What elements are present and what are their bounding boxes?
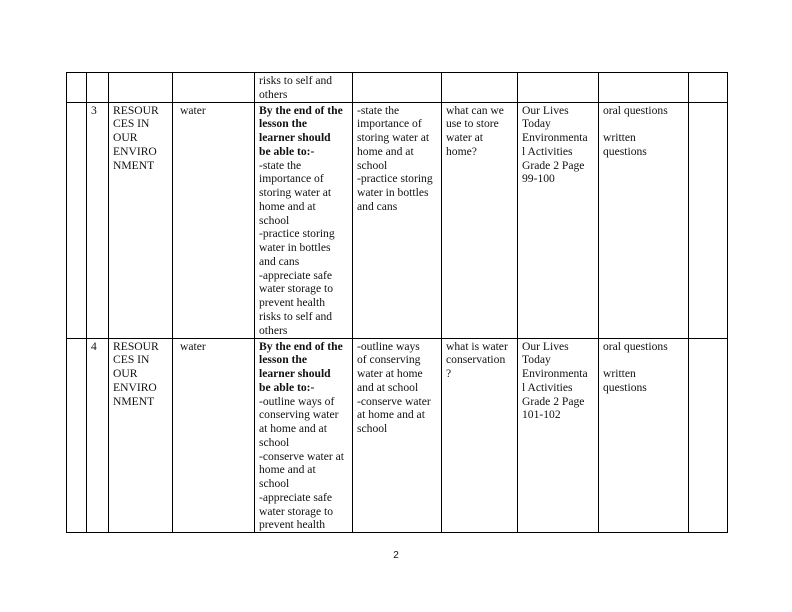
experiences-cell: -state the importance of storing water at home and at school -practice storing water in bottles and cans <box>353 102 442 338</box>
strand-cell: RESOUR CES IN OUR ENVIRO NMENT <box>109 338 173 533</box>
resources-cell <box>518 73 599 103</box>
inquiry-cell <box>442 73 518 103</box>
outcomes-body: -outline ways of conserving water at home and at school -conserve water at home and at school -appreciate safe water storage to prevent health <box>259 394 344 532</box>
sub-strand-cell: water <box>173 102 255 338</box>
outcomes-cell <box>255 338 353 533</box>
outcomes-cell <box>255 73 353 103</box>
week-cell <box>67 102 87 338</box>
outcomes-body: risks to self and others <box>259 74 333 101</box>
outcomes-body: -state the importance of storing water at home and at school -practice storing water in bottles and cans -appreciate safe water storage to prevent health risks to self and others <box>259 158 335 337</box>
scheme-of-work-table <box>66 72 728 533</box>
outcomes-heading: By the end of the lesson the learner should be able to:- <box>259 103 343 158</box>
table-row <box>67 338 728 533</box>
sub-strand-cell <box>173 73 255 103</box>
page-number: 2 <box>393 550 399 561</box>
outcomes-heading: By the end of the lesson the learner should be able to:- <box>259 339 343 394</box>
week-cell <box>67 338 87 533</box>
resources-cell: Our Lives Today Environmenta l Activities Grade 2 Page 99-100 <box>518 102 599 338</box>
remarks-cell <box>689 102 728 338</box>
inquiry-cell: what can we use to store water at home? <box>442 102 518 338</box>
assessment-cell: oral questions written questions <box>599 102 689 338</box>
inquiry-cell: what is water conservation ? <box>442 338 518 533</box>
experiences-cell <box>353 73 442 103</box>
assessment-cell: oral questions written questions <box>599 338 689 533</box>
week-cell <box>67 73 87 103</box>
strand-cell <box>109 73 173 103</box>
table-row <box>67 73 728 103</box>
outcomes-cell <box>255 102 353 338</box>
experiences-cell: -outline ways of conserving water at home and at school -conserve water at home and at school <box>353 338 442 533</box>
resources-cell: Our Lives Today Environmenta l Activities Grade 2 Page 101-102 <box>518 338 599 533</box>
table-row <box>67 102 728 338</box>
remarks-cell <box>689 338 728 533</box>
assessment-cell <box>599 73 689 103</box>
lesson-number-cell: 4 <box>87 338 109 533</box>
lesson-number-cell: 3 <box>87 102 109 338</box>
sub-strand-cell: water <box>173 338 255 533</box>
strand-cell: RESOUR CES IN OUR ENVIRO NMENT <box>109 102 173 338</box>
remarks-cell <box>689 73 728 103</box>
lesson-number-cell <box>87 73 109 103</box>
